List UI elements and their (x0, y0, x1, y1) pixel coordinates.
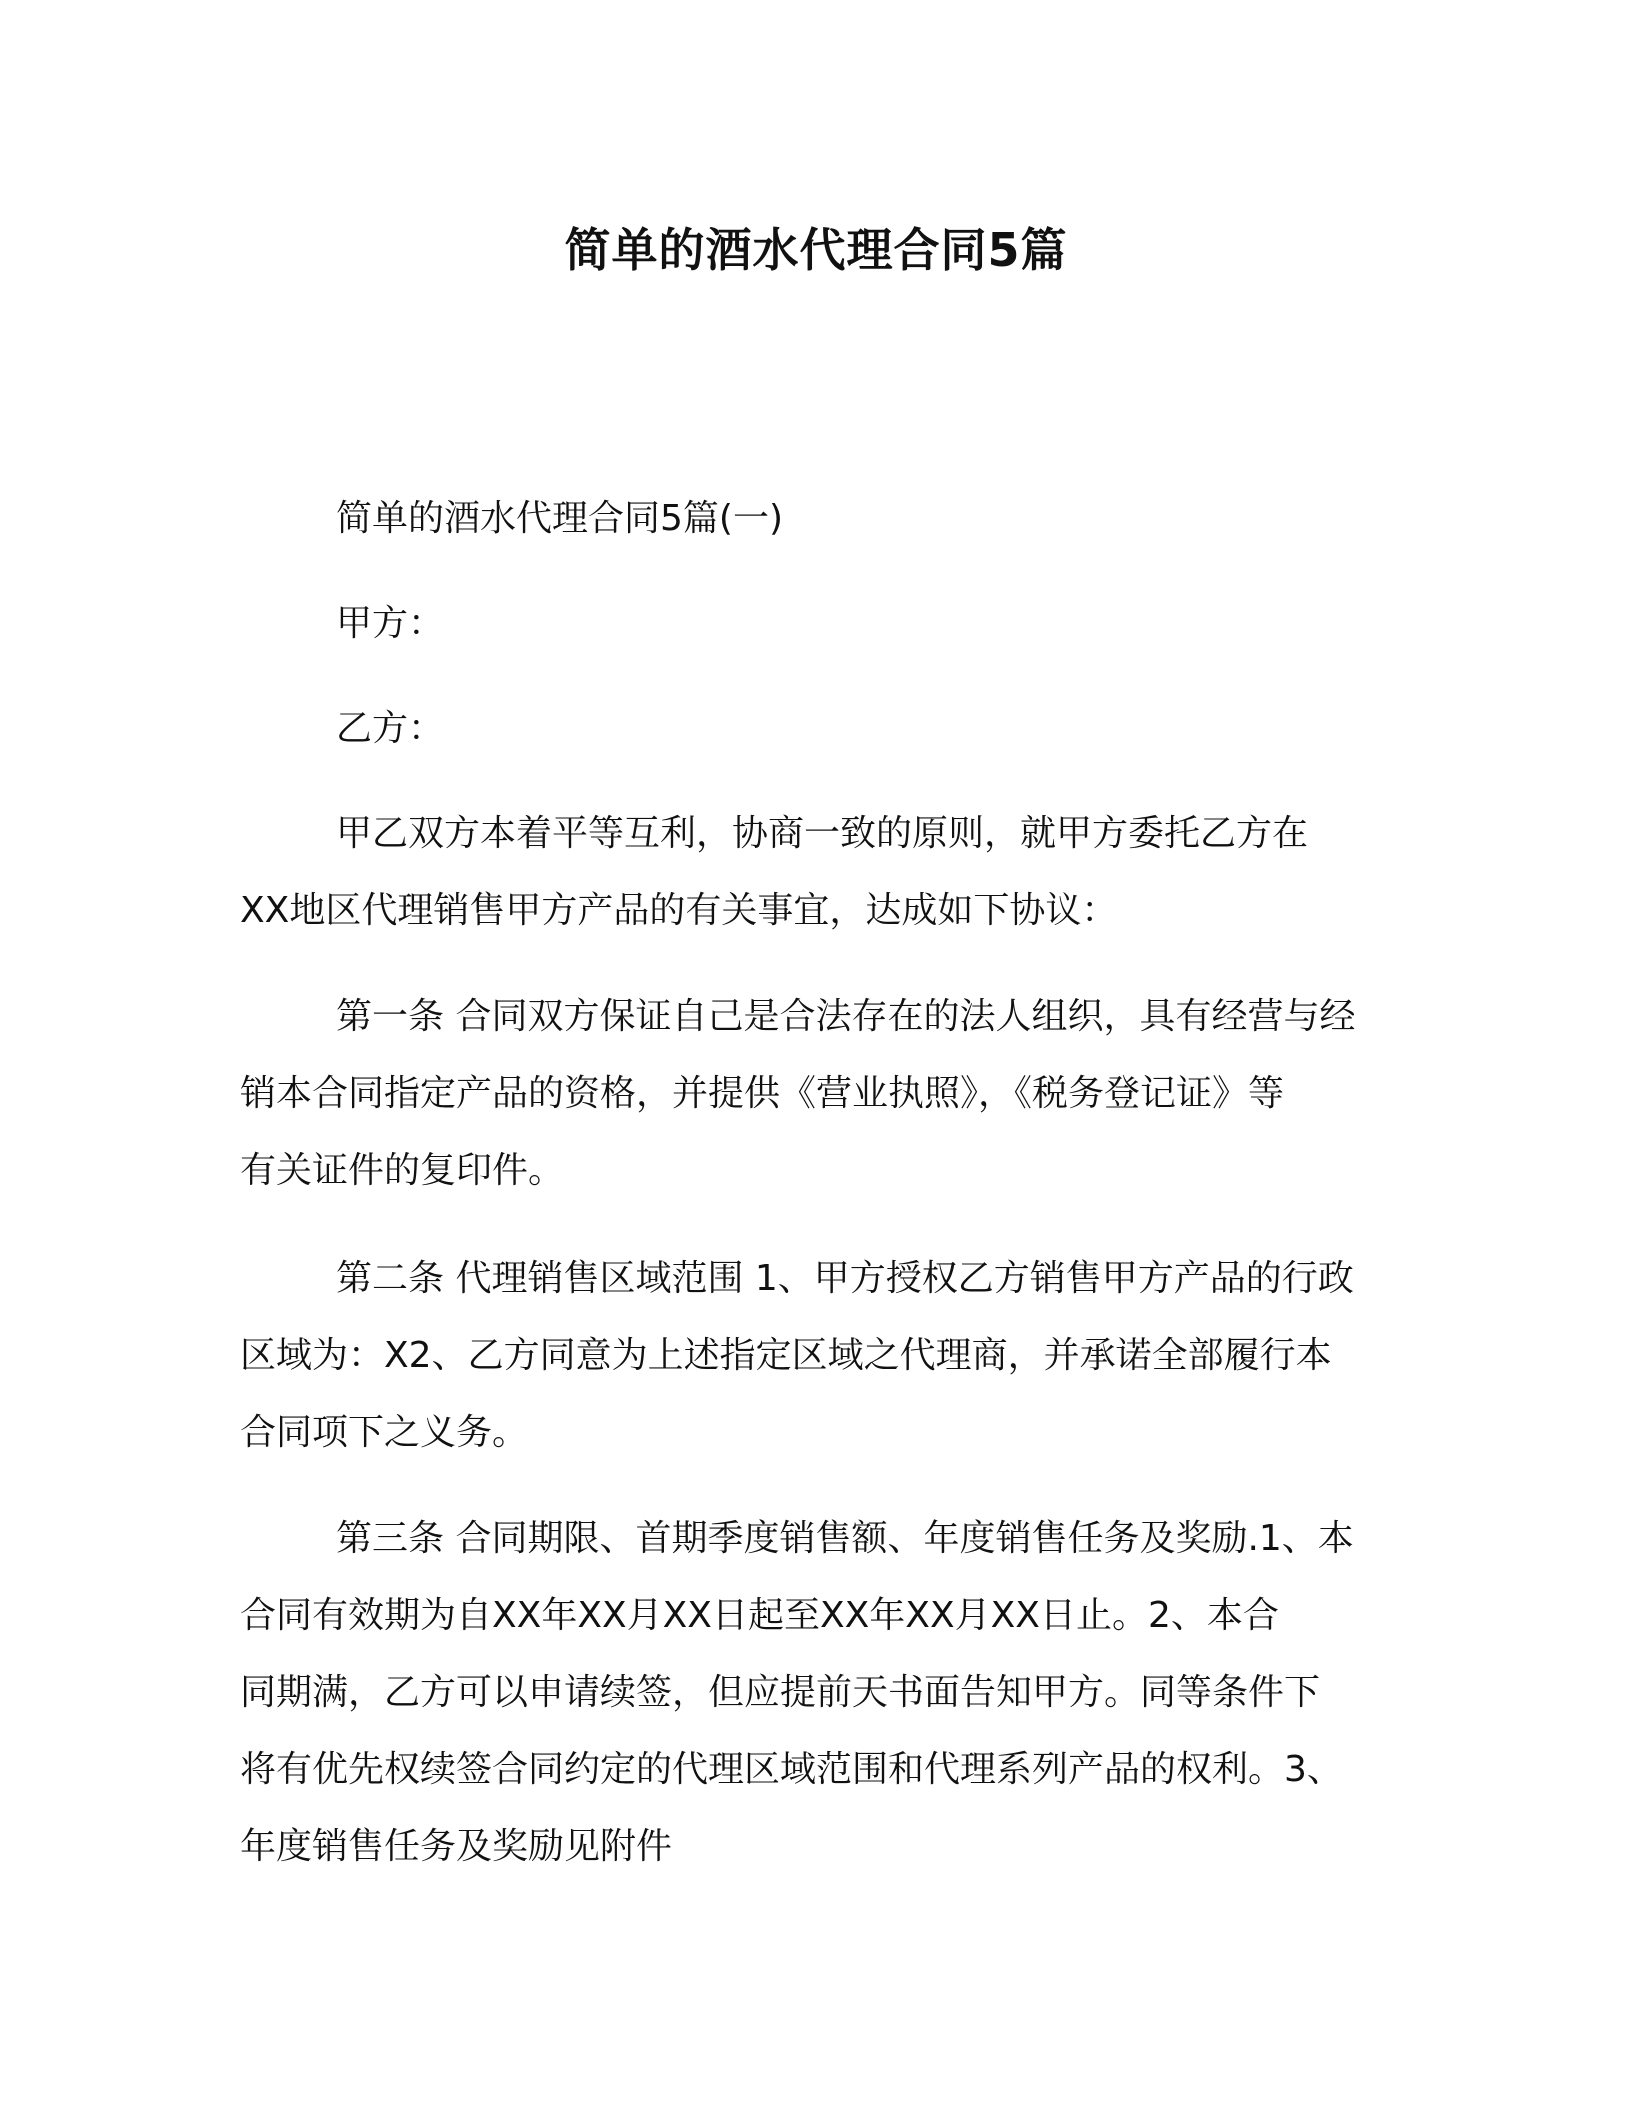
article-1-line: 销本合同指定产品的资格，并提供《营业执照》，《税务登记证》等 (240, 1073, 1285, 1114)
article-3-line: 合同有效期为自XX年XX月XX日起至XX年XX月XX日止。2、本合 (240, 1595, 1279, 1636)
article-2-line: 合同项下之义务。 (240, 1412, 529, 1453)
article-1-line: 第一条 合同双方保证自己是合法存在的法人组织，具有经营与经 (336, 996, 1356, 1037)
article-3-line: 将有优先权续签合同约定的代理区域范围和代理系列产品的权利。3、 (240, 1749, 1343, 1790)
document-title: 简单的酒水代理合同5篇 (564, 223, 1068, 277)
party-b-text: 乙方： (336, 708, 445, 749)
article-3-paragraph (240, 1500, 1390, 1885)
intro-line: XX地区代理销售甲方产品的有关事宜，达成如下协议： (240, 890, 1118, 931)
party-a-label (240, 585, 1390, 662)
section-heading-text: 简单的酒水代理合同5篇(一) (336, 498, 783, 539)
article-2-line: 第二条 代理销售区域范围 1、甲方授权乙方销售甲方产品的行政 (336, 1258, 1354, 1299)
party-b-label (240, 690, 1390, 767)
party-a-text: 甲方： (336, 603, 445, 644)
intro-paragraph (240, 795, 1390, 949)
article-3-line: 第三条 合同期限、首期季度销售额、年度销售任务及奖励.1、本 (336, 1518, 1354, 1559)
article-2-paragraph (240, 1240, 1390, 1471)
article-3-line: 同期满，乙方可以申请续签，但应提前天书面告知甲方。同等条件下 (240, 1672, 1321, 1713)
article-2-line: 区域为：X2、乙方同意为上述指定区域之代理商，并承诺全部履行本 (240, 1335, 1332, 1376)
intro-line: 甲乙双方本着平等互利，协商一致的原则，就甲方委托乙方在 (336, 813, 1309, 854)
article-1-paragraph (240, 978, 1390, 1209)
article-3-line: 年度销售任务及奖励见附件 (240, 1826, 673, 1867)
article-1-line: 有关证件的复印件。 (240, 1150, 565, 1191)
section-heading (240, 480, 1390, 557)
